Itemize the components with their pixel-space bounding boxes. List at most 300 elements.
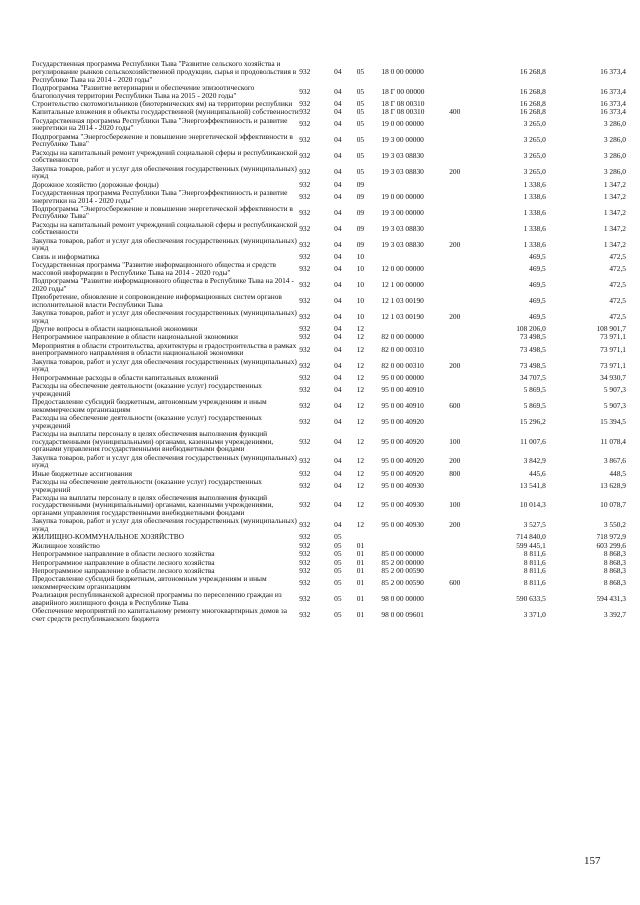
row-target-article: 12 1 00 00000 xyxy=(381,279,424,289)
row-amount-year2: 472,5 xyxy=(609,263,626,273)
row-target-article: 95 0 00 40930 xyxy=(381,500,424,510)
row-subsection-code: 01 xyxy=(356,540,365,550)
row-subsection-code: 12 xyxy=(356,480,365,490)
table-row xyxy=(32,591,626,607)
row-target-article: 95 0 00 40930 xyxy=(381,480,424,490)
row-amount-year1: 469,5 xyxy=(529,279,546,289)
row-amount-year2: 73 971,1 xyxy=(600,360,626,370)
row-ministry-code: 932 xyxy=(299,66,311,76)
row-expense-type: 100 xyxy=(449,436,461,446)
row-name: Закупка товаров, работ и услуг для обеспечения государственных (муниципальных) нужд xyxy=(32,452,297,470)
table-row xyxy=(32,309,626,325)
row-subsection-code: 12 xyxy=(356,436,365,446)
row-target-article: 95 0 00 40910 xyxy=(381,400,424,410)
table-row xyxy=(32,132,626,148)
row-amount-year2: 3 286,0 xyxy=(603,119,626,129)
row-subsection-code: 12 xyxy=(356,500,365,510)
row-section-code: 05 xyxy=(334,532,342,542)
row-subsection-code: 12 xyxy=(356,372,365,382)
row-amount-year2: 1 347,2 xyxy=(603,179,626,189)
row-name: Расходы на выплаты персоналу в целях обеспечения выполнения функций государственными (муниципальными) органами, казенными учреждениями, органами управления государственными внебюджетными фондами xyxy=(32,429,274,454)
row-name: Непрограммное направление в области национальной экономики xyxy=(32,332,238,342)
row-amount-year1: 16 268,8 xyxy=(519,107,546,117)
row-name: Государственная программа Республики Тыва "Энергоэффективность и развитие энергетики на 2014 - 2020 годы" xyxy=(32,187,288,205)
row-amount-year1: 5 869,5 xyxy=(523,400,546,410)
row-amount-year1: 1 338,6 xyxy=(523,239,546,249)
table-row xyxy=(32,357,626,373)
row-amount-year1: 469,5 xyxy=(529,295,546,305)
row-amount-year2: 8 868,3 xyxy=(603,557,626,567)
row-amount-year1: 3 842,9 xyxy=(523,456,546,466)
row-section-code: 04 xyxy=(334,107,342,117)
row-subsection-code: 10 xyxy=(356,251,365,261)
row-name: Государственная программа "Развитие информационного общества и средств массовой информации в Республике Тыва на 2014 - 2020 годы" xyxy=(32,260,277,277)
row-expense-type xyxy=(449,148,478,164)
row-section-code: 04 xyxy=(334,468,342,478)
row-amount-year1: 5 869,5 xyxy=(523,384,546,394)
row-amount-year2: 472,5 xyxy=(609,311,626,321)
row-amount-year1: 73 498,5 xyxy=(519,332,546,342)
row-subsection-code: 05 xyxy=(356,151,365,161)
table-row xyxy=(32,164,626,180)
row-name: Подпрограмма "Развитие информационного общества в Республике Тыва на 2014 - 2020 годы" xyxy=(32,276,294,293)
row-subsection-code: 05 xyxy=(356,119,365,129)
row-expense-type xyxy=(449,478,478,494)
row-ministry-code: 932 xyxy=(299,239,311,249)
row-target-article: 12 0 00 00000 xyxy=(381,263,424,273)
row-amount-year1: 73 498,5 xyxy=(519,360,546,370)
row-name: Подпрограмма "Энергосбережение и повышение энергетической эффективности в Республике Тыва" xyxy=(32,203,293,221)
row-subsection-code: 09 xyxy=(356,179,365,189)
row-subsection-code: 10 xyxy=(356,311,365,321)
row-amount-year1: 590 633,5 xyxy=(516,594,546,604)
row-expense-type: 200 xyxy=(449,520,461,530)
row-section-code: 05 xyxy=(334,565,342,575)
row-subsection-code: 12 xyxy=(356,332,365,342)
row-section-code: 04 xyxy=(334,372,342,382)
row-target-article: 95 0 00 40920 xyxy=(381,456,424,466)
table-row xyxy=(32,414,626,430)
table-row xyxy=(32,148,626,164)
table-row xyxy=(32,478,626,494)
row-section-code: 05 xyxy=(334,594,342,604)
row-ministry-code: 932 xyxy=(299,456,311,466)
row-subsection-code: 10 xyxy=(356,279,365,289)
row-target-article: 98 0 00 09601 xyxy=(381,610,424,620)
row-ministry-code: 932 xyxy=(299,332,311,342)
row-section-code: 04 xyxy=(334,324,342,334)
row-expense-type xyxy=(449,60,478,84)
row-amount-year2: 718 972,9 xyxy=(596,532,626,542)
row-expense-type xyxy=(449,541,478,549)
table-row xyxy=(32,236,626,252)
row-name: Закупка товаров, работ и услуг для обеспечения государственных (муниципальных) нужд xyxy=(32,163,297,181)
row-section-code: 05 xyxy=(334,610,342,620)
row-amount-year2: 3 286,0 xyxy=(603,151,626,161)
row-ministry-code: 932 xyxy=(299,86,311,96)
row-ministry-code: 932 xyxy=(299,565,311,575)
row-expense-type xyxy=(449,558,478,566)
row-name: Расходы на выплаты персоналу в целях обеспечения выполнения функций государственными (муниципальными) органами, казенными учреждениями, органами управления государственными внебюджетными фондами xyxy=(32,492,274,518)
row-amount-year2: 448,5 xyxy=(609,468,626,478)
row-ministry-code: 932 xyxy=(299,207,311,217)
row-amount-year1: 469,5 xyxy=(529,251,546,261)
row-subsection-code: 01 xyxy=(356,610,365,620)
row-amount-year1: 16 268,8 xyxy=(519,98,546,108)
row-target-article: 95 0 00 00000 xyxy=(381,372,424,382)
row-ministry-code: 932 xyxy=(299,167,311,177)
row-subsection-code: 12 xyxy=(356,360,365,370)
row-ministry-code: 932 xyxy=(299,416,311,426)
row-section-code: 05 xyxy=(334,578,342,588)
row-target-article: 85 2 00 00590 xyxy=(381,578,424,588)
row-name: Расходы на обеспечение деятельности (оказание услуг) государственных учреждений xyxy=(32,476,263,494)
table-row xyxy=(32,60,626,84)
row-subsection-code: 12 xyxy=(356,344,365,354)
row-subsection-code: 01 xyxy=(356,565,365,575)
row-name: Другие вопросы в области национальной экономики xyxy=(32,324,198,334)
table-row xyxy=(32,453,626,469)
row-amount-year2: 8 868,3 xyxy=(603,565,626,575)
row-section-code: 04 xyxy=(334,384,342,394)
row-expense-type xyxy=(449,252,478,260)
row-target-article: 19 0 00 00000 xyxy=(381,191,424,201)
row-amount-year2: 16 373,4 xyxy=(600,107,626,117)
row-name: Связь и информатика xyxy=(32,251,100,261)
row-amount-year1: 8 811,6 xyxy=(523,565,546,575)
row-name: Жилищное хозяйство xyxy=(32,540,100,550)
row-subsection-code: 10 xyxy=(356,295,365,305)
row-section-code: 04 xyxy=(334,191,342,201)
row-target-article: 18 Г 08 00310 xyxy=(381,98,425,108)
row-amount-year2: 3 286,0 xyxy=(603,135,626,145)
row-section-code: 04 xyxy=(334,332,342,342)
table-row xyxy=(32,189,626,205)
row-ministry-code: 932 xyxy=(299,520,311,530)
table-row xyxy=(32,430,626,454)
row-amount-year1: 73 498,5 xyxy=(519,344,546,354)
row-expense-type xyxy=(449,325,478,333)
row-name: Государственная программа Республики Тыва "Энергоэффективность и развитие энергетики на 2014 - 2020 годы" xyxy=(32,115,288,133)
row-amount-year2: 15 394,5 xyxy=(600,416,626,426)
row-section-code: 04 xyxy=(334,500,342,510)
row-amount-year1: 714 840,0 xyxy=(516,532,546,542)
row-subsection-code: 12 xyxy=(356,456,365,466)
table-row xyxy=(32,277,626,293)
row-expense-type xyxy=(449,277,478,293)
row-expense-type xyxy=(449,132,478,148)
row-subsection-code: 10 xyxy=(356,263,365,273)
row-section-code: 05 xyxy=(334,549,342,559)
row-subsection-code: 01 xyxy=(356,594,365,604)
row-amount-year2: 16 373,4 xyxy=(600,66,626,76)
row-subsection-code: 01 xyxy=(356,549,365,559)
row-target-article: 19 3 03 08830 xyxy=(381,167,424,177)
row-expense-type xyxy=(449,261,478,277)
row-ministry-code: 932 xyxy=(299,279,311,289)
row-section-code: 04 xyxy=(334,98,342,108)
row-section-code: 04 xyxy=(334,135,342,145)
row-amount-year2: 472,5 xyxy=(609,279,626,289)
row-ministry-code: 932 xyxy=(299,251,311,261)
row-section-code: 04 xyxy=(334,360,342,370)
row-amount-year2: 3 286,0 xyxy=(603,167,626,177)
budget-table xyxy=(32,60,626,623)
row-ministry-code: 932 xyxy=(299,135,311,145)
row-target-article: 82 0 00 00310 xyxy=(381,360,424,370)
table-row xyxy=(32,575,626,591)
row-amount-year1: 469,5 xyxy=(529,263,546,273)
row-ministry-code: 932 xyxy=(299,344,311,354)
row-amount-year2: 11 078,4 xyxy=(600,436,626,446)
row-section-code: 04 xyxy=(334,167,342,177)
row-section-code: 04 xyxy=(334,279,342,289)
row-expense-type: 800 xyxy=(449,468,461,478)
row-target-article xyxy=(381,533,449,541)
row-amount-year2: 5 907,3 xyxy=(603,400,626,410)
row-target-article: 19 0 00 00000 xyxy=(381,119,424,129)
row-amount-year2: 1 347,2 xyxy=(603,223,626,233)
row-ministry-code: 932 xyxy=(299,295,311,305)
row-expense-type: 600 xyxy=(449,578,461,588)
row-ministry-code: 932 xyxy=(299,610,311,620)
row-amount-year2: 16 373,4 xyxy=(600,86,626,96)
table-row xyxy=(32,550,626,558)
row-subsection-code: 12 xyxy=(356,384,365,394)
row-amount-year2: 73 971,1 xyxy=(600,332,626,342)
table-row xyxy=(32,341,626,357)
row-amount-year2: 10 078,7 xyxy=(600,500,626,510)
row-subsection-code: 05 xyxy=(356,135,365,145)
row-expense-type xyxy=(449,84,478,100)
row-amount-year1: 34 707,5 xyxy=(519,372,546,382)
row-name: Государственная программа Республики Тыва "Развитие сельского хозяйства и регулирование рынков сельскохозяйственной продукции, сырья и продовольствия в Республике Тыва на 2014 - 2020 годы" xyxy=(32,59,297,84)
table-row xyxy=(32,84,626,100)
row-subsection-code: 09 xyxy=(356,239,365,249)
row-amount-year1: 8 811,6 xyxy=(523,557,546,567)
table-row xyxy=(32,205,626,221)
table-row xyxy=(32,293,626,309)
row-expense-type: 600 xyxy=(449,400,461,410)
row-amount-year2: 13 628,9 xyxy=(600,480,626,490)
row-expense-type xyxy=(449,341,478,357)
row-expense-type: 400 xyxy=(449,107,461,117)
row-section-code: 04 xyxy=(334,480,342,490)
row-amount-year2: 1 347,2 xyxy=(603,239,626,249)
row-target-article: 19 3 03 08830 xyxy=(381,223,424,233)
row-section-code: 05 xyxy=(334,540,342,550)
row-amount-year1: 3 265,0 xyxy=(523,151,546,161)
row-subsection-code: 12 xyxy=(356,468,365,478)
row-section-code: 04 xyxy=(334,66,342,76)
row-target-article: 95 0 00 40930 xyxy=(381,520,424,530)
row-ministry-code: 932 xyxy=(299,324,311,334)
row-amount-year2: 108 901,7 xyxy=(596,324,626,334)
row-ministry-code: 932 xyxy=(299,540,311,550)
row-amount-year2: 8 868,3 xyxy=(603,578,626,588)
row-ministry-code: 932 xyxy=(299,107,311,117)
row-target-article: 12 1 03 00190 xyxy=(381,295,424,305)
row-amount-year1: 3 265,0 xyxy=(523,167,546,177)
row-section-code: 04 xyxy=(334,416,342,426)
row-subsection-code: 05 xyxy=(356,86,365,96)
table-row xyxy=(32,494,626,518)
row-target-article: 19 3 03 08830 xyxy=(381,239,424,249)
row-target-article: 82 0 00 00310 xyxy=(381,344,424,354)
row-section-code: 04 xyxy=(334,520,342,530)
row-name: Закупка товаров, работ и услуг для обеспечения государственных (муниципальных) нужд xyxy=(32,235,297,253)
row-amount-year2: 73 971,1 xyxy=(600,344,626,354)
row-ministry-code: 932 xyxy=(299,119,311,129)
row-subsection-code: 12 xyxy=(356,520,365,530)
row-amount-year2: 1 347,2 xyxy=(603,191,626,201)
row-expense-type: 200 xyxy=(449,360,461,370)
row-target-article: 95 0 00 40920 xyxy=(381,436,424,446)
row-amount-year1: 13 541,8 xyxy=(519,480,546,490)
row-section-code: 04 xyxy=(334,151,342,161)
row-name: Закупка товаров, работ и услуг для обеспечения государственных (муниципальных) нужд xyxy=(32,516,297,534)
row-name: Предоставление субсидий бюджетным, автономным учреждениям и иным некоммерческим организациям xyxy=(32,574,267,591)
row-amount-year1: 1 338,6 xyxy=(523,207,546,217)
row-ministry-code: 932 xyxy=(299,549,311,559)
row-amount-year1: 1 338,6 xyxy=(523,191,546,201)
row-ministry-code: 932 xyxy=(299,436,311,446)
table-row xyxy=(32,261,626,277)
row-amount-year1: 8 811,6 xyxy=(523,549,546,559)
row-amount-year1: 16 268,8 xyxy=(519,66,546,76)
row-amount-year2: 3 867,6 xyxy=(603,456,626,466)
row-expense-type xyxy=(449,116,478,132)
row-name: Непрограммное направление в области лесного хозяйства xyxy=(32,565,215,575)
row-subsection-code: 09 xyxy=(356,207,365,217)
table-row xyxy=(32,398,626,414)
row-target-article: 95 0 00 40920 xyxy=(381,416,424,426)
row-ministry-code: 932 xyxy=(299,384,311,394)
row-name: Непрограммное направление в области лесного хозяйства xyxy=(32,549,215,559)
row-section-code: 05 xyxy=(334,557,342,567)
row-subsection-code: 12 xyxy=(356,324,365,334)
page-number: 157 xyxy=(584,855,601,867)
row-amount-year2: 472,5 xyxy=(609,251,626,261)
row-target-article: 18 Г 08 00310 xyxy=(381,107,425,117)
row-subsection-code: 12 xyxy=(356,400,365,410)
row-expense-type xyxy=(449,373,478,381)
row-expense-type xyxy=(449,189,478,205)
row-target-article: 18 0 00 00000 xyxy=(381,66,424,76)
row-target-article: 19 3 00 00000 xyxy=(381,207,424,217)
table-row xyxy=(32,220,626,236)
row-amount-year2: 3 550,2 xyxy=(603,520,626,530)
row-ministry-code: 932 xyxy=(299,151,311,161)
table-row xyxy=(32,607,626,623)
row-amount-year1: 11 007,6 xyxy=(520,436,546,446)
row-target-article: 82 0 00 00000 xyxy=(381,332,424,342)
row-subsection-code: 05 xyxy=(356,167,365,177)
row-expense-type xyxy=(449,591,478,607)
row-name: Подпрограмма "Развитие ветеринарии и обеспечение эпизоотического благополучия территории Республики Тыва на 2015 - 2020 годы" xyxy=(32,82,255,100)
row-name: Расходы на обеспечение деятельности (оказание услуг) государственных учреждений xyxy=(32,413,263,430)
row-section-code: 04 xyxy=(334,179,342,189)
row-amount-year2: 603 299,6 xyxy=(596,540,626,550)
row-amount-year1: 3 265,0 xyxy=(523,135,546,145)
row-ministry-code: 932 xyxy=(299,372,311,382)
row-expense-type: 200 xyxy=(449,167,461,177)
row-expense-type xyxy=(449,533,478,541)
table-row xyxy=(32,382,626,398)
row-amount-year1: 15 296,2 xyxy=(519,416,546,426)
row-ministry-code: 932 xyxy=(299,191,311,201)
row-amount-year2: 3 392,7 xyxy=(603,610,626,620)
row-amount-year2: 5 907,3 xyxy=(603,384,626,394)
row-target-article: 85 2 00 00590 xyxy=(381,565,424,575)
row-name: Реализация республиканской адресной программы по переселению граждан из аварийного жилищного фонда в Республике Тыва xyxy=(32,590,282,607)
row-name: Непрограммные расходы в области капитальных вложений xyxy=(32,372,219,382)
row-amount-year1: 445,6 xyxy=(529,468,546,478)
row-expense-type xyxy=(449,607,478,623)
row-ministry-code: 932 xyxy=(299,557,311,567)
row-section-code: 04 xyxy=(334,456,342,466)
row-name: Обеспечение мероприятий по капитальному ремонту многоквартирных домов за счет средств республиканского бюджета xyxy=(32,606,287,623)
row-expense-type xyxy=(449,333,478,341)
row-amount-year2: 1 347,2 xyxy=(603,207,626,217)
row-section-code: 04 xyxy=(334,436,342,446)
row-target-article: 95 0 00 40910 xyxy=(381,384,424,394)
row-name: Капитальные вложения в объекты государственной (муниципальной) собственности xyxy=(32,107,299,117)
row-amount-year2: 8 868,3 xyxy=(603,549,626,559)
row-amount-year2: 472,5 xyxy=(609,295,626,305)
budget-table-body xyxy=(32,60,626,623)
row-name: Непрограммное направление в области лесного хозяйства xyxy=(32,557,215,567)
row-subsection-code: 05 xyxy=(356,107,365,117)
row-target-article xyxy=(381,180,449,188)
row-expense-type xyxy=(449,414,478,430)
row-name: Предоставление субсидий бюджетным, автономным учреждениям и иным некоммерческим организациям xyxy=(32,397,267,414)
row-amount-year2: 34 930,7 xyxy=(600,372,626,382)
row-amount-year1: 469,5 xyxy=(529,311,546,321)
row-expense-type: 200 xyxy=(449,456,461,466)
row-expense-type xyxy=(449,220,478,236)
row-amount-year1: 599 445,1 xyxy=(516,540,546,550)
row-target-article: 12 1 03 00190 xyxy=(381,311,424,321)
row-amount-year1: 108 206,0 xyxy=(516,324,546,334)
row-name: Мероприятия в области строительства, архитектуры и градостроительства в рамках внепрограммного направления в области национальной экономики xyxy=(32,340,297,358)
row-expense-type xyxy=(449,205,478,221)
row-target-article: 85 2 00 00000 xyxy=(381,557,424,567)
row-name: Закупка товаров, работ и услуг для обеспечения государственных (муниципальных) нужд xyxy=(32,308,297,325)
row-expense-type xyxy=(449,180,478,188)
row-section-code: 04 xyxy=(334,119,342,129)
row-expense-type: 100 xyxy=(449,500,461,510)
row-subsection-code: 01 xyxy=(356,578,365,588)
row-name: Приобретение, обновление и сопровождение информационных систем органов исполнительной власти Республики Тыва xyxy=(32,292,282,309)
row-expense-type xyxy=(449,382,478,398)
row-amount-year1: 3 527,5 xyxy=(523,520,546,530)
row-ministry-code: 932 xyxy=(299,480,311,490)
row-ministry-code: 932 xyxy=(299,311,311,321)
row-ministry-code: 932 xyxy=(299,594,311,604)
row-name: Расходы на обеспечение деятельности (оказание услуг) государственных учреждений xyxy=(32,381,263,398)
row-section-code: 04 xyxy=(334,263,342,273)
row-target-article: 19 3 03 08830 xyxy=(381,151,424,161)
row-ministry-code: 932 xyxy=(299,179,311,189)
row-ministry-code: 932 xyxy=(299,223,311,233)
row-target-article: 95 0 00 40920 xyxy=(381,468,424,478)
row-target-article xyxy=(381,252,449,260)
row-section-code: 04 xyxy=(334,400,342,410)
row-name: Строительство скотомогильников (биотермических ям) на территории республики xyxy=(32,98,293,108)
table-row xyxy=(32,517,626,533)
row-amount-year2: 594 431,3 xyxy=(596,594,626,604)
